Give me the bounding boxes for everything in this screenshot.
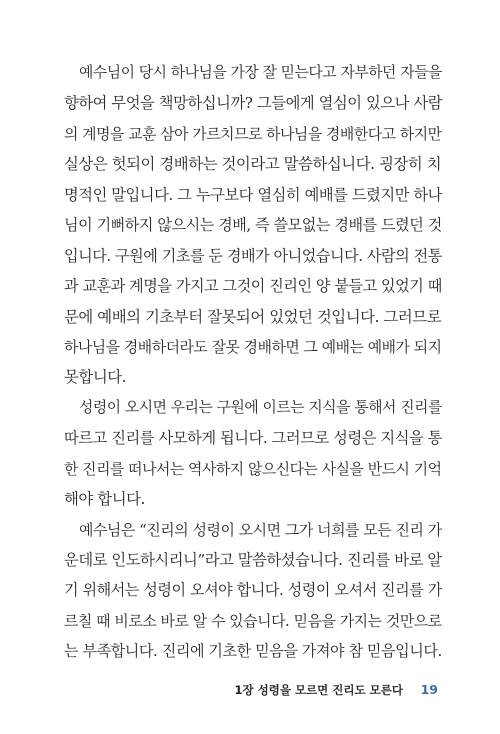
text-line: 과 교훈과 계명을 가지고 그것이 진리인 양 붙들고 있었기 때 (64, 277, 442, 296)
text-line: 문에 예배의 기초부터 잘못되어 있었던 것입니다. 그러므로 (64, 307, 442, 326)
text-line: 성령이 오시면 우리는 구원에 이르는 지식을 통해서 진리를 (79, 398, 442, 416)
text-line: 님이 기뻐하지 않으시는 경배, 즉 쓸모없는 경배를 드렸던 것 (64, 216, 442, 235)
text-line: 예수님은 “진리의 성령이 오시면 그가 너희를 모든 진리 가 (79, 520, 442, 539)
text-line: 운데로 인도하시리니”라고 말씀하셨습니다. 진리를 바로 알 (64, 551, 442, 569)
text-line: 한 진리를 떠나서는 역사하지 않으신다는 사실을 반드시 기억 (64, 459, 442, 478)
text-line: 의 계명을 교훈 삼아 가르치므로 하나님을 경배한다고 하지만 (64, 124, 442, 143)
text-line: 못합니다. (64, 368, 127, 387)
page-number: 19 (420, 682, 438, 697)
chapter-title: 1장 성령을 모르면 진리도 모른다 (234, 683, 403, 697)
text-line: 르칠 때 비로소 바로 알 수 있습니다. 믿음을 가지는 것만으로 (64, 611, 442, 630)
text-line: 해야 합니다. (64, 490, 145, 509)
text-line: 는 부족합니다. 진리에 기초한 믿음을 가져야 참 믿음입니다. (64, 642, 442, 661)
text-line: 따르고 진리를 사모하게 됩니다. 그러므로 성령은 지식을 통 (64, 429, 442, 448)
text-line: 명적인 말입니다. 그 누구보다 열심히 예배를 드렸지만 하나 (64, 185, 442, 204)
text-line: 기 위해서는 성령이 오셔야 합니다. 성령이 오셔서 진리를 가 (64, 581, 442, 600)
running-footer (235, 682, 439, 698)
text-line: 입니다. 구원에 기초를 둔 경배가 아니었습니다. 사람의 전통 (64, 246, 442, 265)
text-line: 향하여 무엇을 책망하십니까? 그들에게 열심이 있으나 사람 (64, 94, 443, 113)
text-line: 하나님을 경배하더라도 잘못 경배하면 그 예배는 예배가 되지 (64, 337, 442, 356)
text-line: 예수님이 당시 하나님을 가장 잘 믿는다고 자부하던 자들을 (79, 64, 442, 81)
body-text (64, 58, 444, 667)
text-line: 실상은 헛되이 경배하는 것이라고 말씀하십니다. 굉장히 치 (64, 155, 442, 174)
